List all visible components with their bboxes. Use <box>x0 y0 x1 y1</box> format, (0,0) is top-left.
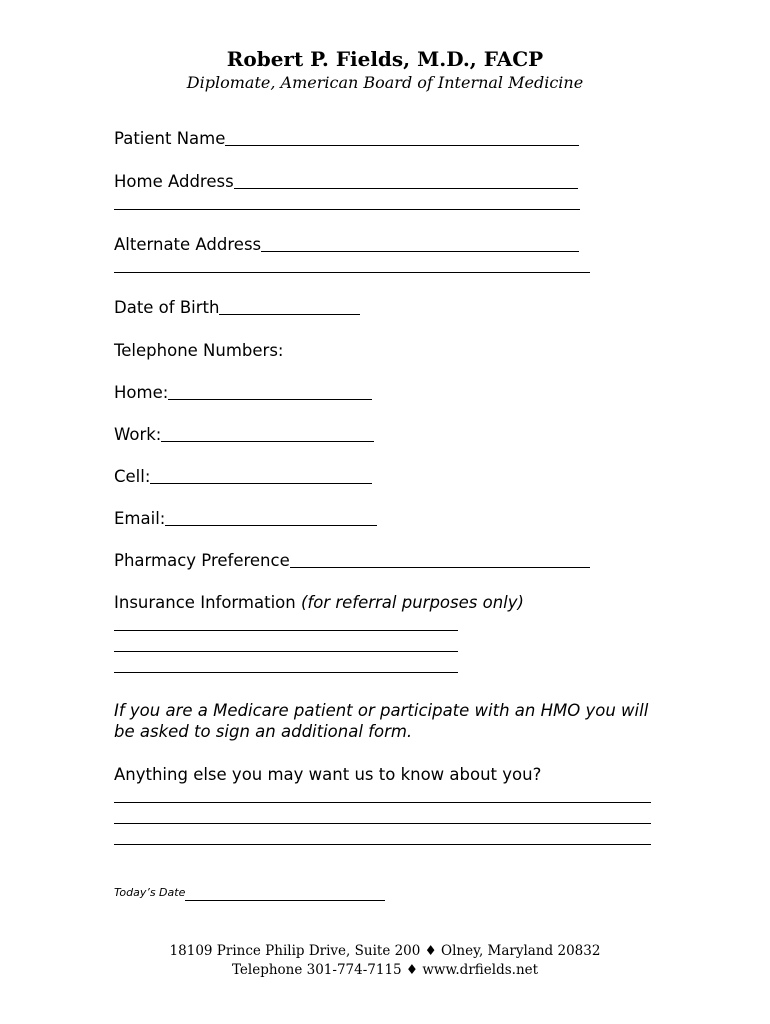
alternate-address-line-2[interactable] <box>114 255 674 276</box>
home-address-label: Home Address <box>114 172 234 191</box>
home-phone-row <box>114 382 674 403</box>
todays-date-field[interactable] <box>185 889 385 901</box>
patient-name-row <box>114 128 674 149</box>
date-of-birth-field[interactable] <box>219 298 360 315</box>
work-phone-field[interactable] <box>161 425 374 442</box>
home-address-row <box>114 171 674 192</box>
footer-contact: Telephone 301-774-7115 ♦ www.drfields.net <box>231 962 539 978</box>
home-phone-label: Home: <box>114 383 169 402</box>
home-address-field[interactable] <box>234 172 578 189</box>
medicare-notice: If you are a Medicare patient or participate with an HMO you will be asked to sign an additional form. <box>114 701 649 741</box>
anything-else-row <box>114 764 674 785</box>
physician-credentials: Diplomate, American Board of Internal Medicine <box>186 73 584 92</box>
alternate-address-field[interactable] <box>261 235 579 252</box>
work-phone-row <box>114 424 674 445</box>
alternate-address-row <box>114 234 674 255</box>
email-label: Email: <box>114 509 166 528</box>
cell-phone-label: Cell: <box>114 467 151 486</box>
insurance-label: Insurance Information <box>114 593 296 612</box>
email-field[interactable] <box>165 509 377 526</box>
physician-name: Robert P. Fields, M.D., FACP <box>226 47 544 71</box>
patient-name-field[interactable] <box>225 129 579 146</box>
insurance-row <box>114 592 674 613</box>
pharmacy-label: Pharmacy Preference <box>114 551 290 570</box>
work-phone-label: Work: <box>114 425 162 444</box>
insurance-line-2[interactable] <box>114 634 674 655</box>
anything-else-line-2[interactable] <box>114 806 674 827</box>
cell-phone-field[interactable] <box>150 467 372 484</box>
pharmacy-field[interactable] <box>290 551 590 568</box>
email-row <box>114 508 674 529</box>
anything-else-line-3[interactable] <box>114 827 674 848</box>
insurance-note: (for referral purposes only) <box>300 593 524 612</box>
anything-else-line-1[interactable] <box>114 785 674 806</box>
insurance-line-3[interactable] <box>114 655 674 676</box>
footer-address: 18109 Prince Philip Drive, Suite 200 ♦ Olney, Maryland 20832 <box>169 943 601 959</box>
date-of-birth-label: Date of Birth <box>114 298 220 317</box>
insurance-line-1[interactable] <box>114 613 674 634</box>
footer <box>0 942 770 980</box>
cell-phone-row <box>114 466 674 487</box>
alternate-address-label: Alternate Address <box>114 235 262 254</box>
home-address-line-2[interactable] <box>114 192 674 213</box>
patient-form <box>114 128 674 903</box>
home-phone-field[interactable] <box>168 383 372 400</box>
pharmacy-row <box>114 550 674 571</box>
todays-date-row <box>114 882 674 903</box>
telephone-numbers-label: Telephone Numbers: <box>114 341 284 360</box>
todays-date-label: Today’s Date <box>114 886 186 899</box>
letterhead <box>0 46 770 94</box>
patient-name-label: Patient Name <box>114 129 226 148</box>
telephone-numbers-row <box>114 340 674 361</box>
date-of-birth-row <box>114 297 674 318</box>
anything-else-label: Anything else you may want us to know about you? <box>114 765 542 784</box>
